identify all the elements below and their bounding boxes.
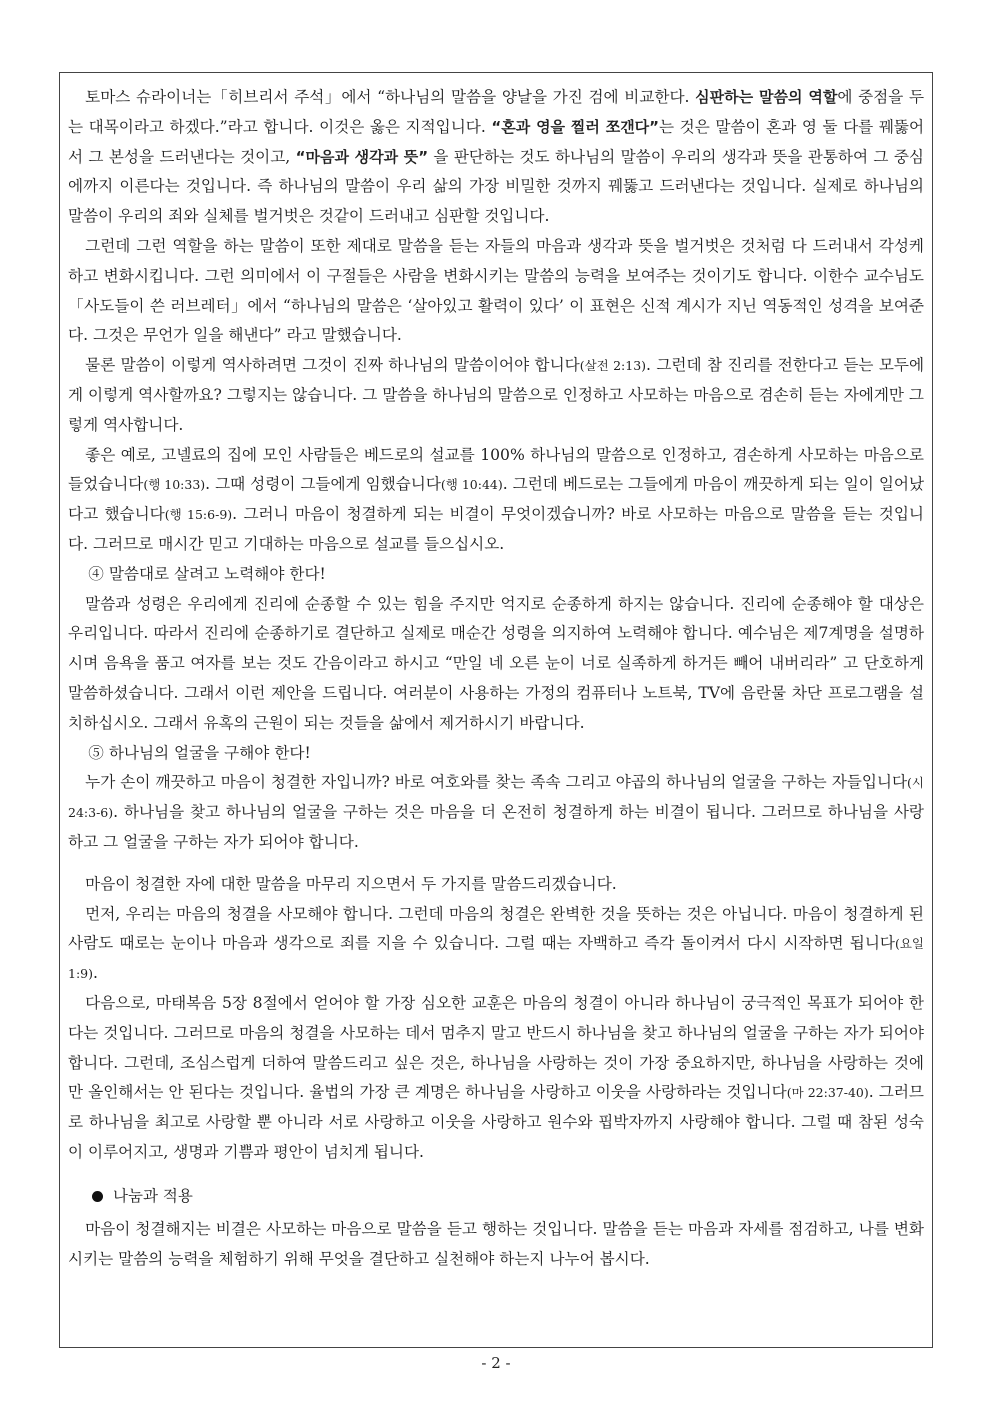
subheading-live-by-word: ④ 말씀대로 살려고 노력해야 한다! <box>88 564 326 583</box>
scripture-reference: (마 22:37-40) <box>786 1085 869 1101</box>
text-run: . 그러니 마음이 청결하게 되는 비결이 무엇이겠습니까? 바로 사모하는 마음으로 말씀을 듣는 것입니다. 그러므로 매시간 믿고 기대하는 마음으로 설교를 들으십시오. <box>68 505 924 553</box>
spacer <box>68 1168 924 1182</box>
paragraph-conclusion-intro: 마음이 청결한 자에 대한 말씀을 마무리 지으면서 두 가지를 말씀드리겠습니다. <box>85 874 617 893</box>
text-run: . <box>93 964 98 983</box>
text-run: 좋은 예로, 고넬료의 집에 모인 사람들은 베드로의 설교를 100% 하나님의 말씀으로 인정하고, 겸손하게 사모하는 마음으로 들었습니다 <box>68 445 924 494</box>
paragraph-transforming-word: 그런데 그런 역할을 하는 말씀이 또한 제대로 말씀을 듣는 자들의 마음과 생각과 뜻을 벌거벗은 것처럼 다 드러내서 각성케 하고 변화시킵니다. 그런 의미에서 이 구절들은 사람을 변화시키는 말씀의 능력을 보여주는 것이기도 합니다. 이한수 교수님도「사도들이 쓴 러브레터」에서 “하나님의 말씀은 ‘살아있고 활력이 있다’ 이 표현은 신적 계시가 지닌 역동적인 성격을 보여준다. 그것은 무언가 일을 해낸다” 라고 말했습니다. <box>68 236 924 345</box>
spacer <box>68 858 924 870</box>
scripture-reference: (살전 2:13) <box>579 358 647 374</box>
page-content-frame <box>59 72 933 1348</box>
bold-phrase: 심판하는 말씀의 역할 <box>695 88 838 106</box>
paragraph-seek-god <box>68 768 924 857</box>
text-run: . 그러므로 하나님을 최고로 사랑할 뿐 아니라 서로 사랑하고 이웃을 사랑하고 원수와 핍박자까지 사랑해야 합니다. 그럴 때 참된 성숙이 이루어지고, 생명과 기쁨과 평안이 넘치게 됩니다. <box>68 1083 924 1161</box>
section-heading-sharing <box>68 1182 924 1212</box>
scripture-reference: (행 10:33) <box>143 477 206 493</box>
text-run: 는 것은 말씀이 혼과 영 둘 다를 꿰뚫어서 그 본성을 드러낸다는 것이고, <box>68 117 925 166</box>
subheading-seek-face: ⑤ 하나님의 얼굴을 구해야 한다! <box>88 743 311 762</box>
paragraph-true-word <box>68 351 924 440</box>
scripture-reference: (행 15:6-9) <box>164 507 233 523</box>
text-run: . 그때 성령이 그들에게 임했습니다 <box>205 475 441 494</box>
bold-phrase: “혼과 영을 찔러 쪼갠다” <box>491 117 660 136</box>
paragraph-cornelius <box>68 441 924 560</box>
text-run: 누가 손이 깨끗하고 마음이 청결한 자입니까? 바로 여호와를 찾는 족속 그리고 야곱의 하나님의 얼굴을 구하는 자들입니다 <box>85 773 908 792</box>
scripture-reference: (행 10:44) <box>440 477 503 493</box>
page-number: - 2 - <box>481 1354 511 1372</box>
text-run: 먼저, 우리는 마음의 청결을 사모해야 합니다. 그런데 마음의 청결은 완벽한 것을 뜻하는 것은 아닙니다. 마음이 청결하게 된 사람도 때로는 눈이나 마음과 생각으로 죄를 지을 수 있습니다. 그럴 때는 자백하고 즉각 돌이켜서 다시 시작하면 됩니다 <box>68 904 924 953</box>
text-run: 물론 말씀이 이렇게 역사하려면 그것이 진짜 하나님의 말씀이어야 합니다 <box>85 356 580 375</box>
section-title: 나눔과 적용 <box>113 1186 193 1205</box>
paragraph-obedience: 말씀과 성령은 우리에게 진리에 순종할 수 있는 힘을 주지만 억지로 순종하게 하지는 않습니다. 진리에 순종해야 할 대상은 우리입니다. 따라서 진리에 순종하기로 결단하고 실제로 매순간 성령을 의지하여 노력해야 합니다. 예수님은 제7계명을 설명하시며 음욕을 품고 여자를 보는 것도 간음이라고 하시고 “만일 네 오른 눈이 너로 실족하게 하거든 빼어 내버리라” 고 단호하게 말씀하셨습니다. 그래서 이런 제안을 드립니다. 여러분이 사용하는 가정의 컴퓨터나 노트북, TV에 음란물 차단 프로그램을 설치하십시오. 그래서 유혹의 근원이 되는 것들을 삶에서 제거하시기 바랍니다. <box>68 594 924 732</box>
text-run: 을 판단하는 것도 하나님의 말씀이 우리의 생각과 뜻을 관통하여 그 중심에까지 이른다는 것입니다. 즉 하나님의 말씀이 우리 삶의 가장 비밀한 것까지 꿰뚫고 드러낸다는 것입니다. 실제로 하나님의 말씀이 우리의 죄와 실체를 벌거벗은 것같이 드러내고 심판할 것입니다. <box>68 147 924 226</box>
text-run: 다음으로, 마태복음 5장 8절에서 얻어야 할 가장 심오한 교훈은 마음의 청결이 아니라 하나님이 궁극적인 목표가 되어야 한다는 것입니다. 그러므로 마음의 청결을 사모하는 데서 멈추지 말고 반드시 하나님을 찾고 하나님의 얼굴을 구하는 자가 되어야 합니다. 그런데, 조심스럽게 더하여 말씀드리고 싶은 것은, 하나님을 사랑하는 것이 가장 중요하지만, 하나님을 사랑하는 것에만 올인해서는 안 된다는 것입니다. 율법의 가장 큰 계명은 하나님을 사랑하고 이웃을 사랑하라는 것입니다 <box>68 993 924 1102</box>
paragraph-first-point <box>68 900 924 989</box>
text-run: . 그런데 참 진리를 전한다고 듣는 모두에게 이렇게 역사할까요? 그렇지는 않습니다. 그 말씀을 하나님의 말씀으로 인정하고 사모하는 마음으로 겸손히 듣는 자에게만 그렇게 역사합니다. <box>68 356 925 434</box>
scripture-reference: (요일 1:9) <box>68 936 924 982</box>
paragraph-schreiner <box>68 83 924 232</box>
text-run: 에 중점을 두는 대목이라고 하겠다.”라고 합니다. 이것은 옳은 지적입니다. <box>68 88 925 136</box>
paragraph-second-point <box>68 989 924 1168</box>
scripture-reference: (시 24:3-6) <box>68 775 924 821</box>
text-run: 토마스 슈라이너는「히브리서 주석」에서 “하나님의 말씀을 양날을 가진 검에 비교한다. <box>85 88 696 106</box>
bullet-icon <box>92 1191 103 1202</box>
paragraph-application: 마음이 청결해지는 비결은 사모하는 마음으로 말씀을 듣고 행하는 것입니다. 말씀을 듣는 마음과 자세를 점검하고, 나를 변화시키는 말씀의 능력을 체험하기 위해 무엇을 결단하고 실천해야 하는지 나누어 봅시다. <box>68 1220 924 1269</box>
bold-phrase: “마음과 생각과 뜻” <box>295 147 429 166</box>
text-run: . 하나님을 찾고 하나님의 얼굴을 구하는 것은 마음을 더 온전히 청결하게 하는 비결이 됩니다. 그러므로 하나님을 사랑하고 그 얼굴을 구하는 자가 되어야 합니다. <box>68 803 924 851</box>
text-run: . 그런데 베드로는 그들에게 마음이 깨끗하게 되는 일이 일어났다고 했습니다 <box>68 475 925 524</box>
